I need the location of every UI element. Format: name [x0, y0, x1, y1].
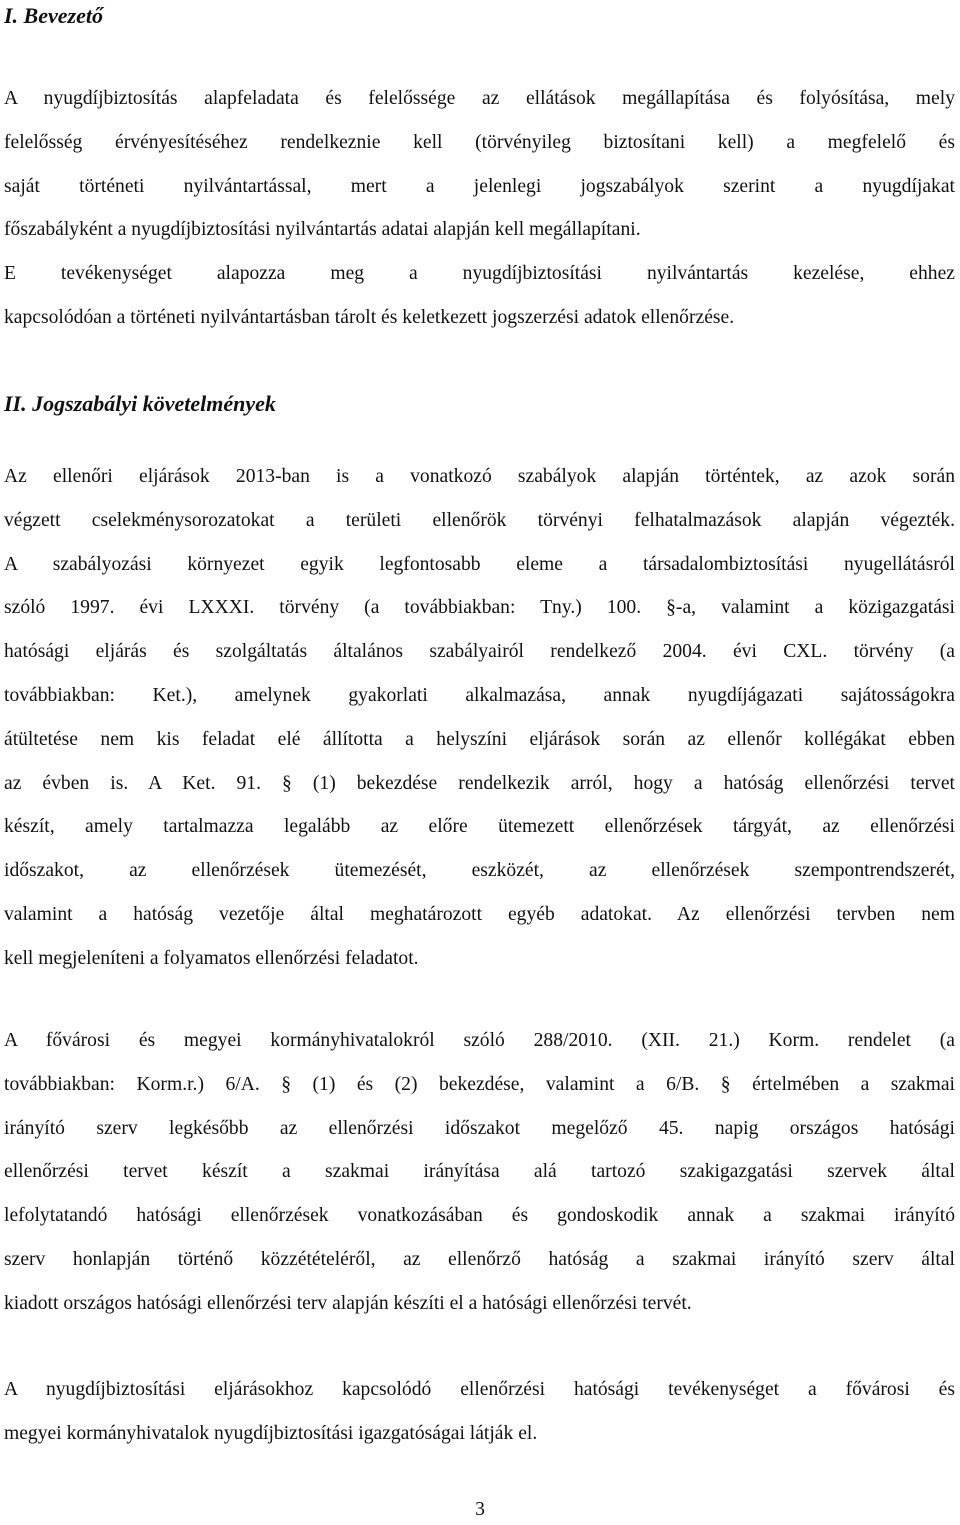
text-line: A szabályozási környezet egyik legfontosabb eleme a társadalombiztosítási nyugellátásról [4, 553, 955, 575]
text-line: továbbiakban: Ket.), amelynek gyakorlati alkalmazása, annak nyugdíjágazati sajátosságokra [4, 684, 955, 706]
paragraph-authority-activity [4, 1368, 955, 1456]
section-heading-legal-requirements: II. Jogszabályi követelmények [4, 391, 276, 416]
section-heading-introduction: I. Bevezető [4, 3, 103, 28]
text-line: A nyugdíjbiztosítás alapfeladata és felelőssége az ellátások megállapítása és folyósítása, mely [4, 88, 955, 109]
text-line: irányító szerv legkésőbb az ellenőrzési időszakot megelőző 45. napig országos hatósági [4, 1117, 955, 1139]
text-line: A nyugdíjbiztosítási eljárásokhoz kapcsolódó ellenőrzési hatósági tevékenységet a fővárosi és [4, 1379, 955, 1400]
page-number: 3 [475, 1499, 485, 1520]
text-line: időszakot, az ellenőrzések ütemezését, eszközét, az ellenőrzések szempontrendszerét, [4, 860, 955, 882]
text-line: szerv honlapján történő közzétételéről, az ellenőrző hatóság a szakmai irányító szerv által [4, 1248, 955, 1270]
text-line: Az ellenőri eljárások 2013-ban is a vonatkozó szabályok alapján történtek, az azok során [4, 466, 955, 487]
paragraph-pension-insurance-duty [4, 77, 955, 252]
text-line: A fővárosi és megyei kormányhivatalokról szóló 288/2010. (XII. 21.) Korm. rendelet (a [4, 1030, 955, 1051]
text-line: főszabályként a nyugdíjbiztosítási nyilvántartás adatai alapján kell megállapítani. [4, 219, 641, 241]
text-line: E tevékenységet alapozza meg a nyugdíjbiztosítási nyilvántartás kezelése, ehhez [4, 263, 955, 284]
text-line: készít, amely tartalmazza legalább az előre ütemezett ellenőrzések tárgyát, az ellenőrzési [4, 816, 955, 838]
text-line: továbbiakban: Korm.r.) 6/A. § (1) és (2) bekezdése, valamint a 6/B. § értelmében a szakmai [4, 1073, 955, 1095]
text-line: valamint a hatóság vezetője által meghatározott egyéb adatokat. Az ellenőrzési tervben nem [4, 903, 955, 925]
text-line: megyei kormányhivatalok nyugdíjbiztosítási igazgatóságai látják el. [4, 1422, 538, 1444]
text-line: szóló 1997. évi LXXXI. törvény (a továbbiakban: Tny.) 100. §-a, valamint a közigazgatási [4, 597, 955, 619]
paragraph-government-offices-decree [4, 1019, 955, 1326]
text-line: felelősség érvényesítéséhez rendelkeznie kell (törvényileg biztosítani kell) a megfelelő és [4, 131, 955, 153]
text-line: ellenőrzési tervet készít a szakmai irányítása alá tartozó szakigazgatási szervek által [4, 1161, 955, 1183]
text-line: lefolytatandó hatósági ellenőrzések vonatkozásában és gondoskodik annak a szakmai irányító [4, 1205, 955, 1227]
text-line: végzett cselekménysorozatokat a területi ellenőrök törvényi felhatalmazások alapján végezték. [4, 509, 955, 531]
text-line: hatósági eljárás és szolgáltatás általános szabályairól rendelkező 2004. évi CXL. törvény (a [4, 641, 955, 663]
text-line: saját történeti nyilvántartással, mert a jelenlegi jogszabályok szerint a nyugdíjakat [4, 175, 955, 197]
text-line: kiadott országos hatósági ellenőrzési terv alapján készíti el a hatósági ellenőrzési tervét. [4, 1292, 692, 1314]
text-line: kell megjeleníteni a folyamatos ellenőrzési feladatot. [4, 947, 419, 969]
text-line: kapcsolódóan a történeti nyilvántartásban tárolt és keletkezett jogszerzési adatok ellenőrzése. [4, 306, 735, 328]
text-line: az évben is. A Ket. 91. § (1) bekezdése rendelkezik arról, hogy a hatóság ellenőrzési tervet [4, 772, 955, 794]
paragraph-inspection-procedures [4, 455, 955, 981]
paragraph-records-management [4, 252, 955, 340]
text-line: átültetése nem kis feladat elé állította a helyszíni eljárások során az ellenőr kollégákat ebben [4, 728, 955, 750]
